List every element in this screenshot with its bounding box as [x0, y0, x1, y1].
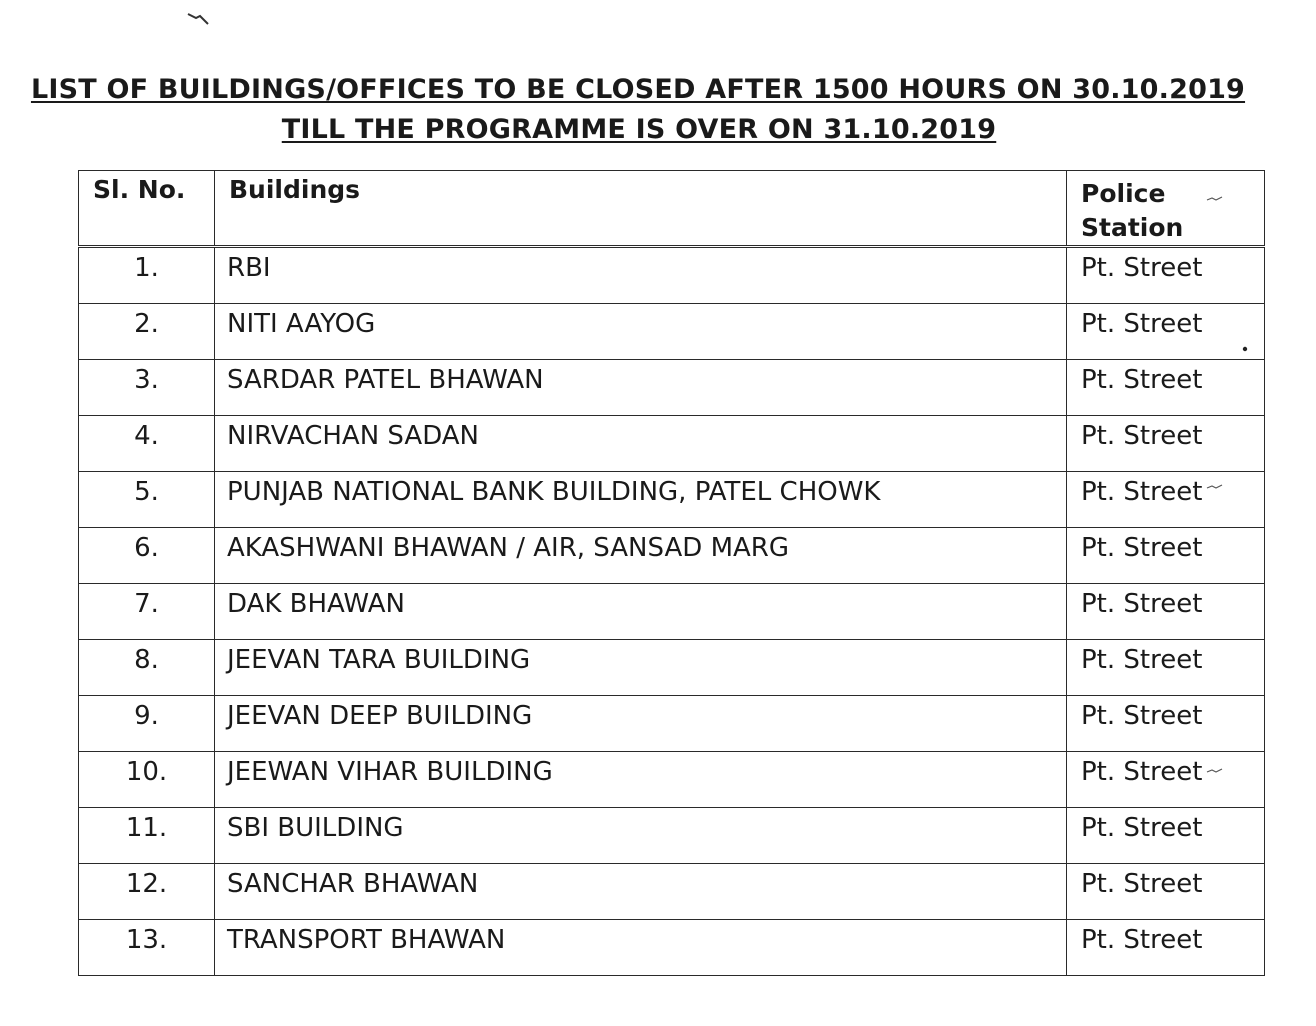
scan-mark-top — [186, 10, 212, 28]
cell-building — [215, 696, 1067, 752]
table-row — [79, 640, 1265, 696]
building-name: JEEWAN VIHAR BUILDING — [227, 757, 553, 787]
sl-number: 2. — [134, 309, 159, 339]
table-header-row — [79, 171, 1265, 247]
buildings-table — [78, 170, 1265, 976]
header-sl-no — [79, 171, 215, 247]
cell-station — [1067, 584, 1265, 640]
cell-station — [1067, 920, 1265, 976]
cell-station — [1067, 640, 1265, 696]
sl-number: 11. — [125, 813, 168, 843]
police-station: Pt. Street — [1081, 309, 1203, 339]
table-row — [79, 696, 1265, 752]
cell-sl — [79, 472, 215, 528]
sl-number: 1. — [134, 253, 159, 283]
cell-building — [215, 360, 1067, 416]
cell-station — [1067, 752, 1265, 808]
police-station: Pt. Street — [1081, 925, 1203, 955]
cell-building — [215, 920, 1067, 976]
cell-building — [215, 304, 1067, 360]
cell-sl — [79, 416, 215, 472]
table-row — [79, 247, 1265, 304]
cell-building — [215, 247, 1067, 304]
sl-number: 6. — [134, 533, 159, 563]
cell-sl — [79, 304, 215, 360]
police-station: Pt. Street — [1081, 253, 1203, 283]
table-row — [79, 472, 1265, 528]
table-row — [79, 304, 1265, 360]
sl-number: 9. — [134, 701, 159, 731]
cell-sl — [79, 696, 215, 752]
cell-building — [215, 640, 1067, 696]
sl-number: 13. — [125, 925, 168, 955]
table-row — [79, 528, 1265, 584]
cell-station — [1067, 360, 1265, 416]
sl-number: 3. — [134, 365, 159, 395]
sl-number: 5. — [134, 477, 159, 507]
building-name: SBI BUILDING — [227, 813, 404, 843]
cell-building — [215, 528, 1067, 584]
building-name: NITI AAYOG — [227, 309, 376, 339]
police-station: Pt. Street — [1081, 869, 1203, 899]
sl-number: 8. — [134, 645, 159, 675]
document-title-line1: LIST OF BUILDINGS/OFFICES TO BE CLOSED AFTER 1500 HOURS ON 30.10.2019 — [30, 74, 1246, 105]
building-name: SANCHAR BHAWAN — [227, 869, 479, 899]
cell-sl — [79, 808, 215, 864]
cell-station — [1067, 247, 1265, 304]
table-row — [79, 752, 1265, 808]
cell-building — [215, 752, 1067, 808]
police-station: Pt. Street — [1081, 589, 1203, 619]
cell-station — [1067, 696, 1265, 752]
cell-building — [215, 864, 1067, 920]
police-station: Pt. Street — [1081, 645, 1203, 675]
cell-building — [215, 472, 1067, 528]
police-station: Pt. Street — [1081, 757, 1203, 787]
building-name: AKASHWANI BHAWAN / AIR, SANSAD MARG — [227, 533, 789, 563]
building-name: DAK BHAWAN — [227, 589, 405, 619]
police-station: Pt. Street — [1081, 477, 1203, 507]
cell-station — [1067, 416, 1265, 472]
sl-number: 4. — [134, 421, 159, 451]
police-station: Pt. Street — [1081, 813, 1203, 843]
cell-station — [1067, 304, 1265, 360]
table-row — [79, 360, 1265, 416]
building-name: JEEVAN DEEP BUILDING — [227, 701, 533, 731]
cell-station — [1067, 864, 1265, 920]
cell-sl — [79, 247, 215, 304]
cell-sl — [79, 360, 215, 416]
cell-building — [215, 584, 1067, 640]
building-name: PUNJAB NATIONAL BANK BUILDING, PATEL CHOWK — [227, 477, 881, 507]
cell-station — [1067, 472, 1265, 528]
header-buildings-label: Buildings — [229, 175, 361, 204]
header-buildings — [215, 171, 1067, 247]
sl-number: 12. — [125, 869, 168, 899]
header-police-station — [1067, 171, 1265, 247]
cell-sl — [79, 640, 215, 696]
table-row — [79, 920, 1265, 976]
building-name: NIRVACHAN SADAN — [227, 421, 479, 451]
sl-number: 7. — [134, 589, 159, 619]
building-name: JEEVAN TARA BUILDING — [227, 645, 531, 675]
cell-building — [215, 808, 1067, 864]
cell-sl — [79, 528, 215, 584]
police-station: Pt. Street — [1081, 365, 1203, 395]
header-sl-no-label: Sl. No. — [93, 175, 186, 204]
table-row — [79, 416, 1265, 472]
table-row — [79, 584, 1265, 640]
document-title-line2: TILL THE PROGRAMME IS OVER ON 31.10.2019 — [281, 114, 997, 145]
cell-sl — [79, 920, 215, 976]
cell-station — [1067, 528, 1265, 584]
header-police-station-label: Police Station — [1081, 179, 1184, 242]
cell-station — [1067, 808, 1265, 864]
table-row — [79, 864, 1265, 920]
building-name: SARDAR PATEL BHAWAN — [227, 365, 544, 395]
police-station: Pt. Street — [1081, 701, 1203, 731]
building-name: TRANSPORT BHAWAN — [227, 925, 506, 955]
cell-building — [215, 416, 1067, 472]
cell-sl — [79, 752, 215, 808]
police-station: Pt. Street — [1081, 421, 1203, 451]
cell-sl — [79, 584, 215, 640]
police-station: Pt. Street — [1081, 533, 1203, 563]
cell-sl — [79, 864, 215, 920]
table-row — [79, 808, 1265, 864]
building-name: RBI — [227, 253, 271, 283]
sl-number: 10. — [125, 757, 168, 787]
